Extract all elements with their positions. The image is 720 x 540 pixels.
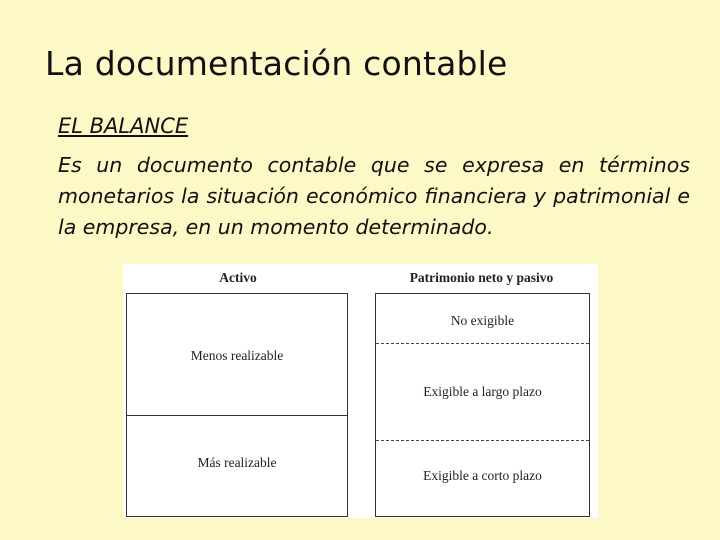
pasivo-divider	[376, 343, 589, 344]
balance-diagram	[123, 264, 598, 518]
activo-divider	[127, 415, 347, 416]
pasivo-section-label: Exigible a largo plazo	[423, 384, 542, 399]
pasivo-section-label: No exigible	[450, 313, 515, 328]
activo-section-label: Más realizable	[197, 455, 277, 470]
pasivo-divider	[376, 440, 589, 441]
pasivo-box	[375, 293, 590, 517]
slide-title: La documentación contable	[45, 44, 508, 83]
pasivo-section-label: Exigible a corto plazo	[423, 468, 542, 483]
activo-header: Activo	[219, 270, 257, 285]
pasivo-header: Patrimonio neto y pasivo	[409, 270, 554, 285]
body-paragraph: Es un documento contable que se expresa en términos monetarios la situación económico financiera y patrimonial e la empresa, en un momento determinado.	[58, 153, 690, 239]
section-heading: EL BALANCE	[58, 114, 189, 138]
activo-section-label: Menos realizable	[190, 348, 284, 363]
activo-box	[126, 293, 348, 517]
